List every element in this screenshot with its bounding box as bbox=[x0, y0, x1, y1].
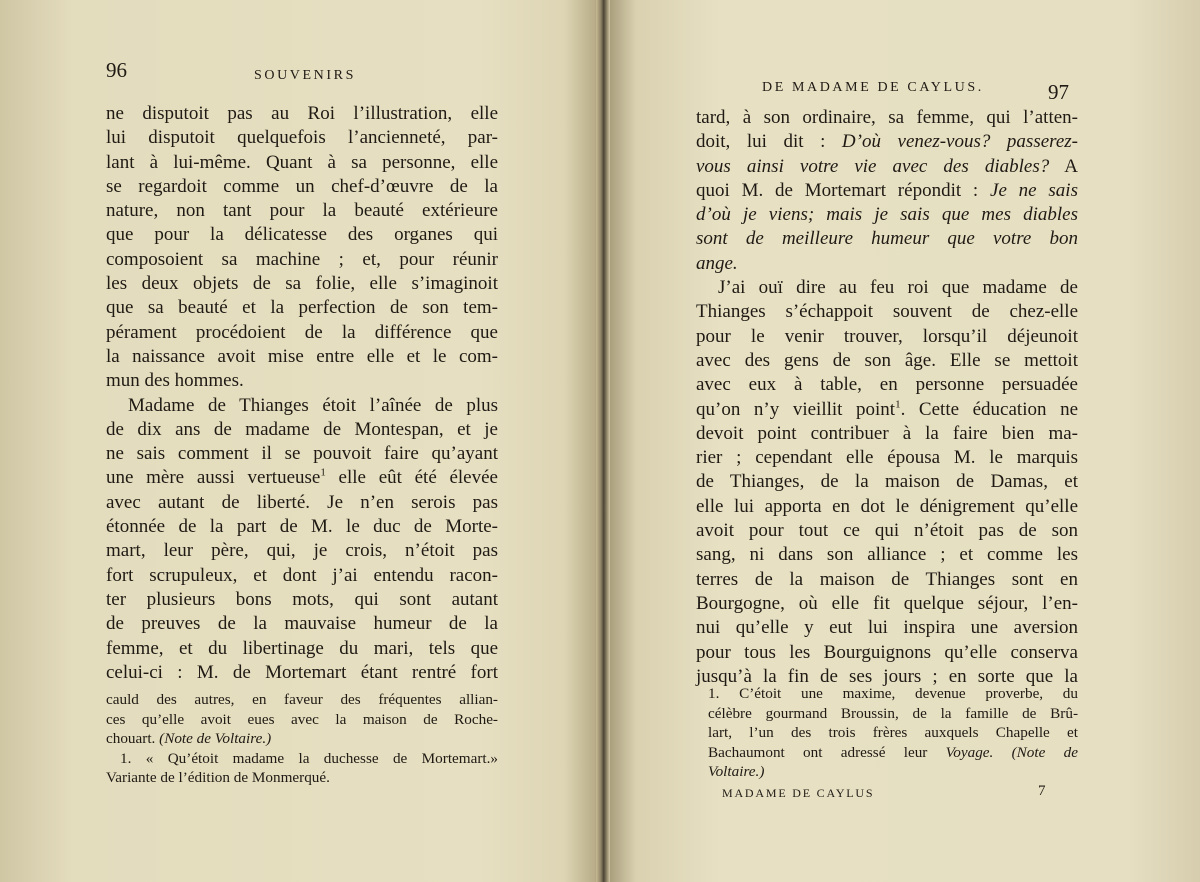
footnote-ref: 1 bbox=[320, 467, 326, 480]
text-line: les deux objets de sa folie, elle s’imaginoit bbox=[106, 273, 498, 295]
text-segment: Voyage. (Note de bbox=[945, 743, 1078, 761]
text-line: que sa beauté et la perfection de son tem- bbox=[106, 297, 498, 319]
text-line: elle lui apporta en dot le dénigrement qu’elle bbox=[696, 495, 1078, 517]
text-segment: Je ne sais bbox=[990, 179, 1078, 201]
text-line: ange. bbox=[696, 252, 738, 274]
note-line: 1. C’étoit une maxime, devenue proverbe, du bbox=[708, 685, 1078, 702]
text-line: Thianges s’échappoit souvent de chez-elle bbox=[696, 301, 1078, 323]
text-line: pour le venir trouver, lorsqu’il déjeunoit bbox=[696, 325, 1078, 347]
right-page bbox=[610, 0, 1200, 882]
left-page bbox=[0, 0, 596, 882]
text-segment: quoi M. de Mortemart répondit : bbox=[696, 179, 991, 201]
text-line: mart, leur père, qui, je crois, n’étoit pas bbox=[106, 540, 498, 562]
text-line: de preuves de la mauvaise humeur de la bbox=[106, 613, 498, 635]
text-line: sont de meilleure humeur que votre bon bbox=[696, 228, 1078, 250]
text-line: avoit pour tout ce qui n’étoit pas de son bbox=[696, 520, 1078, 542]
note-line bbox=[106, 729, 498, 749]
text-line: fort scrupuleux, et dont j’ai entendu racon- bbox=[106, 564, 498, 586]
text-segment: D’où venez-vous? passerez- bbox=[841, 131, 1078, 153]
note-line bbox=[708, 743, 1078, 763]
book-gutter bbox=[596, 0, 610, 882]
text-line: J’ai ouï dire au feu roi que madame de bbox=[718, 277, 1078, 299]
text-line bbox=[696, 130, 1078, 154]
text-line: tard, à son ordinaire, sa femme, qui l’atten- bbox=[696, 107, 1078, 128]
text-line: terres de la maison de Thianges sont en bbox=[696, 568, 1078, 590]
text-segment: qu’on n’y vieillit point bbox=[696, 398, 896, 420]
signature-number: 7 bbox=[1038, 783, 1046, 799]
text-line bbox=[696, 179, 1078, 203]
text-line: devoit point contribuer à la faire bien ma- bbox=[696, 422, 1078, 444]
text-segment: Bachaumont ont adressé leur bbox=[708, 743, 946, 761]
text-line: Madame de Thianges étoit l’aînée de plus bbox=[128, 394, 498, 416]
text-line: la naissance avoit mise entre elle et le com- bbox=[106, 345, 498, 367]
text-line: rier ; cependant elle épousa M. le marquis bbox=[696, 447, 1078, 469]
text-segment: A bbox=[1049, 155, 1078, 177]
text-line: sang, ni dans son alliance ; et comme les bbox=[696, 544, 1078, 566]
text-line: pérament procédoient de la différence que bbox=[106, 321, 498, 343]
text-line: Bourgogne, où elle fit quelque séjour, l’en- bbox=[696, 592, 1078, 614]
text-segment: elle eût été élevée bbox=[325, 467, 498, 489]
text-line: jusqu’à la fin de ses jours ; en sorte que la bbox=[696, 665, 1078, 687]
text-line: avec des gens de son âge. Elle se mettoit bbox=[696, 349, 1078, 371]
text-line: avec eux à table, en personne persuadée bbox=[696, 374, 1078, 396]
note-line: lart, l’un des trois frères auxquels Chapelle et bbox=[708, 724, 1078, 742]
text-line-with-footnote bbox=[106, 466, 498, 490]
note-line: Voltaire.) bbox=[708, 763, 765, 781]
text-line: étonnée de la part de M. le duc de Morte- bbox=[106, 516, 498, 538]
footnotes bbox=[106, 690, 498, 788]
text-line: ne disputoit pas au Roi l’illustration, elle bbox=[106, 103, 498, 124]
note-line: ces qu’elle avoit eues avec la maison de Roche- bbox=[106, 710, 498, 728]
text-line: de Thianges, de la maison de Damas, et bbox=[696, 471, 1078, 493]
body-text bbox=[696, 106, 1078, 689]
text-line: femme, et du libertinage du mari, tels que bbox=[106, 637, 498, 659]
page-number: 96 bbox=[106, 58, 127, 82]
text-line: nature, non tant pour la beauté extérieure bbox=[106, 200, 498, 222]
text-line: composoient sa machine ; et, pour réunir bbox=[106, 248, 498, 270]
note-line: 1. « Qu’étoit madame la duchesse de Mortemart.» bbox=[120, 749, 498, 767]
text-line bbox=[696, 155, 1078, 179]
running-head: DE MADAME DE CAYLUS. bbox=[762, 80, 984, 95]
text-line: ter plusieurs bons mots, qui sont autant bbox=[106, 588, 498, 610]
text-line: se regardoit comme un chef-d’œuvre de la bbox=[106, 175, 498, 197]
footnotes bbox=[708, 684, 1078, 782]
text-line-with-footnote bbox=[696, 398, 1078, 422]
text-segment: chouart. bbox=[106, 730, 156, 748]
body-text bbox=[106, 102, 498, 685]
text-line: avec autant de liberté. Je n’en serois pas bbox=[106, 491, 498, 513]
note-line: cauld des autres, en faveur des fréquentes allian- bbox=[106, 691, 498, 708]
text-line: nui qu’elle y eut lui inspira une aversion bbox=[696, 617, 1078, 639]
text-segment: vous ainsi votre vie avec des diables? bbox=[696, 155, 1050, 177]
note-line: Variante de l’édition de Monmerqué. bbox=[106, 769, 330, 787]
signature-mark: MADAME DE CAYLUS bbox=[722, 786, 875, 800]
footnote-ref: 1 bbox=[895, 398, 901, 411]
text-line: celui-ci : M. de Mortemart étant rentré fort bbox=[106, 661, 498, 683]
page-number: 97 bbox=[1048, 80, 1069, 104]
text-segment: une mère aussi vertueuse bbox=[106, 467, 321, 489]
text-segment: (Note de Voltaire.) bbox=[155, 730, 272, 748]
text-line: lui disputoit quelquefois l’ancienneté, par- bbox=[106, 127, 498, 149]
text-line: lant à lui-même. Quant à sa personne, elle bbox=[106, 151, 498, 173]
text-line: d’où je viens; mais je sais que mes diables bbox=[696, 204, 1078, 226]
text-segment: . Cette éducation ne bbox=[900, 398, 1078, 420]
running-head: SOUVENIRS bbox=[254, 68, 356, 83]
text-line: mun des hommes. bbox=[106, 370, 244, 392]
text-line: ne sais comment il se pouvoit faire qu’ayant bbox=[106, 443, 498, 465]
text-segment: doit, lui dit : bbox=[696, 131, 842, 153]
text-line: de dix ans de madame de Montespan, et je bbox=[106, 418, 498, 440]
text-line: que pour la délicatesse des organes qui bbox=[106, 224, 498, 246]
note-line: célèbre gourmand Broussin, de la famille de Brû- bbox=[708, 704, 1078, 722]
text-line: pour tous les Bourguignons qu’elle conserva bbox=[696, 641, 1078, 663]
